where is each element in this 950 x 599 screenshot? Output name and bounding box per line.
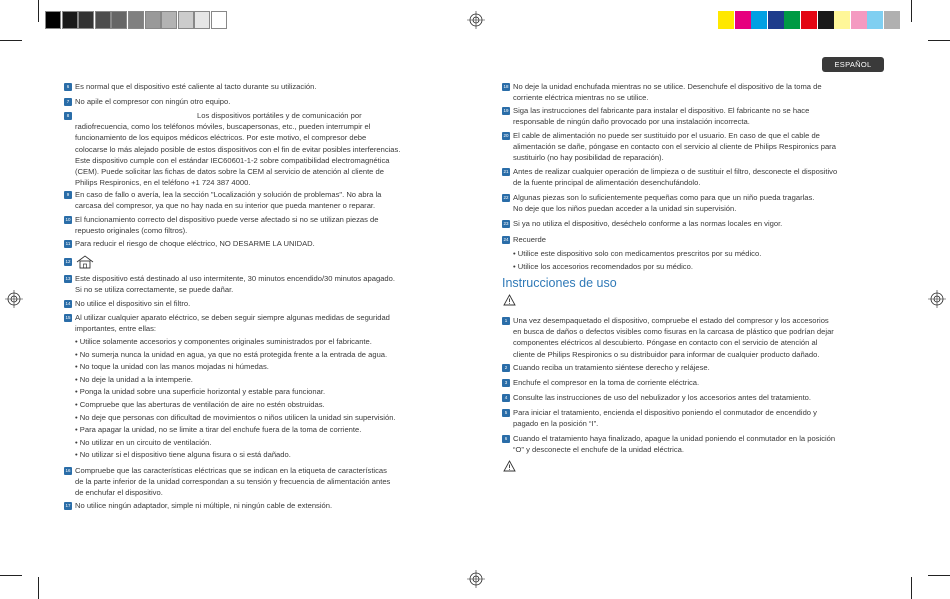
calibration-swatch <box>128 11 144 29</box>
bullet-item <box>75 437 211 448</box>
bullet-text: Utilice solamente accesorios y componentes originales suministrados por el fabricante. <box>79 337 372 346</box>
home-use-icon <box>75 255 95 269</box>
text-line: Cuando reciba un tratamiento siéntese derecho y relájese. <box>513 363 710 372</box>
item-number-badge: 15 <box>65 314 71 320</box>
calibration-swatch <box>784 11 800 29</box>
bullet-item <box>513 248 761 259</box>
calibration-swatch <box>211 11 227 29</box>
calibration-swatch <box>161 11 177 29</box>
text-line: funcionamiento de los equipos médicos eléctricos. Por este motivo, el compresor debe <box>75 133 367 143</box>
warning-icon <box>503 460 516 472</box>
bullet-item <box>513 261 693 272</box>
registration-mark-icon <box>5 290 23 308</box>
warning-icon <box>503 294 516 306</box>
calibration-swatch <box>801 11 817 29</box>
text-line: responsable de ningún daño provocado por una instalación incorrecta. <box>513 117 750 127</box>
text-line: (CEM). Puede solicitar las fichas de datos sobre la CEM al servicio de atención al cliente de <box>75 167 384 176</box>
calibration-swatch <box>867 11 883 29</box>
bullet-text: No utilizar en un circuito de ventilación. <box>79 437 212 447</box>
text-line: en busca de daños o defectos visibles como fisuras en la carcasa de plástico que podrían dejar <box>513 327 834 337</box>
calibration-swatch <box>735 11 751 29</box>
text-line: de la fuente principal de alimentación desenchufándolo. <box>513 178 701 188</box>
text-line: corriente eléctrica mientras no se utilice. <box>513 93 649 103</box>
text-line: Algunas piezas son lo suficientemente pequeñas como para que un niño pueda tragarlas. <box>513 193 815 202</box>
text-line: componentes eléctricos al descubierto. Póngase en contacto con el servicio de atención al <box>513 338 818 348</box>
bullet-item <box>75 449 291 460</box>
bullet-dot: • <box>75 374 80 384</box>
calibration-swatch <box>78 11 94 29</box>
item-number-badge: 17 <box>65 502 71 508</box>
bullet-item <box>75 336 372 347</box>
text-line: No utilice el dispositivo sin el filtro. <box>75 299 191 308</box>
bullet-item <box>75 374 193 385</box>
calibration-swatch <box>818 11 834 29</box>
text-line: No deje que los niños puedan acceder a la unidad sin supervisión. <box>513 204 737 214</box>
bullet-item <box>75 361 269 372</box>
text-line: Para reducir el riesgo de choque eléctrico, NO DESARME LA UNIDAD. <box>75 239 315 248</box>
text-line: El funcionamiento correcto del dispositivo puede verse afectado si no se utilizan piezas de <box>75 215 379 224</box>
calibration-swatch <box>45 11 61 29</box>
calibration-swatch <box>111 11 127 29</box>
text-line: Este dispositivo está destinado al uso intermitente, 30 minutos encendido/30 minutos apagado. <box>75 274 395 283</box>
bullet-text: No toque la unidad con las manos mojadas ni húmedas. <box>79 362 269 372</box>
text-line: Siga las instrucciones del fabricante para instalar el dispositivo. El fabricante no se hace <box>513 106 810 115</box>
calibration-swatch <box>62 11 78 29</box>
item-number-badge: 22 <box>503 194 509 200</box>
text-line: Recuerde <box>513 235 546 244</box>
text-line: Una vez desempaquetado el dispositivo, compruebe el estado del compresor y los accesorios <box>513 316 829 325</box>
item-number-badge: 2 <box>502 364 510 372</box>
text-line: Cuando el tratamiento haya finalizado, apague la unidad poniendo el conmutador en la posición <box>513 434 836 443</box>
item-number-badge: 19 <box>503 107 509 113</box>
item-number-badge: 4 <box>502 394 510 402</box>
text-line: sustituirlo (no hay posibilidad de reparación). <box>513 153 664 163</box>
text-line: Si no se utiliza correctamente, se puede dañar. <box>75 285 234 295</box>
registration-mark-icon <box>467 570 485 588</box>
calibration-swatch <box>145 11 161 29</box>
bullet-dot: • <box>75 412 80 422</box>
item-number-badge: 18 <box>503 83 509 89</box>
bullet-item <box>75 349 387 360</box>
text-line: alimentación se dañe, póngase en contacto con el servicio al cliente de Philips Respironics para <box>513 142 836 152</box>
item-number-badge: 6 <box>64 83 72 91</box>
text-line: En caso de fallo o avería, lea la sección "Localización y solución de problemas". No abra la <box>75 190 382 199</box>
calibration-swatch <box>884 11 900 29</box>
text-line: Para iniciar el tratamiento, encienda el dispositivo poniendo el conmutador de encendido y <box>513 408 817 417</box>
text-line: Compruebe que las características eléctricas que se indican en la etiqueta de características <box>75 466 387 475</box>
item-number-badge: 21 <box>503 168 509 174</box>
item-number-badge: 10 <box>65 216 71 222</box>
bullet-item <box>75 399 325 410</box>
bullet-text: No utilizar si el dispositivo tiene alguna fisura o si está dañado. <box>79 450 291 460</box>
bullet-text: No sumerja nunca la unidad en agua, ya que no está protegida frente a la entrada de agua. <box>79 349 388 359</box>
language-tab: ESPAÑOL <box>822 57 884 72</box>
bullet-dot: • <box>75 437 80 447</box>
bullet-text: No deje que personas con dificultad de movimientos o niños utilicen la unidad sin supervisión. <box>79 412 396 422</box>
bullet-dot: • <box>75 349 80 359</box>
item-number-badge: 3 <box>502 379 510 387</box>
text-line: repuesto originales (como filtros). <box>75 226 188 236</box>
item-number-badge: 11 <box>65 240 71 246</box>
calibration-swatch <box>178 11 194 29</box>
calibration-swatch <box>768 11 784 29</box>
text-line: Philips Respironics, en el teléfono +1 724 387 4000. <box>75 178 251 188</box>
text-line: colocarse lo más alejado posible de estos dispositivos con el fin de evitar posibles interferencias. <box>75 144 401 154</box>
item-number-badge: 8 <box>64 112 72 120</box>
bullet-text: Utilice los accesorios recomendados por su médico. <box>517 261 693 271</box>
item-number-badge: 14 <box>65 300 71 306</box>
text-line: radiofrecuencia, como los teléfonos móviles, buscapersonas, etc., pueden interrumpir el <box>75 122 371 132</box>
text-line: No deje la unidad enchufada mientras no se utilice. Desenchufe el dispositivo de la toma de <box>513 82 822 91</box>
text-line: “O” y desconecte el enchufe de la unidad eléctrica. <box>513 445 684 455</box>
item-number-badge: 20 <box>503 132 509 138</box>
text-line: importantes, entre ellas: <box>75 324 157 334</box>
bullet-text: No deje la unidad a la intemperie. <box>79 374 193 384</box>
text-line: Antes de realizar cualquier operación de limpieza o de sustituir el filtro, desconecte el dispositivo <box>513 167 838 176</box>
bullet-item <box>75 386 325 397</box>
bullet-dot: • <box>75 387 80 397</box>
item-number-badge: 24 <box>503 236 509 242</box>
bullet-text: Utilice este dispositivo solo con medicamentos prescritos por su médico. <box>517 249 762 258</box>
section-title: Instrucciones de uso <box>502 276 617 290</box>
bullet-dot: • <box>75 425 80 435</box>
bullet-dot: • <box>75 400 80 409</box>
text-line: No apile el compresor con ningún otro equipo. <box>75 97 231 106</box>
calibration-swatch <box>95 11 111 29</box>
registration-mark-icon <box>467 11 485 29</box>
item-number-badge: 13 <box>65 275 71 281</box>
item-number-badge: 6 <box>502 435 510 443</box>
item-number-badge: 5 <box>502 409 510 417</box>
bullet-item <box>75 412 396 423</box>
text-line: No utilice ningún adaptador, simple ni múltiple, ni ningún cable de extensión. <box>75 501 333 510</box>
item-number-badge: 9 <box>64 191 72 199</box>
item-number-badge: 7 <box>64 98 72 106</box>
text-line: Los dispositivos portátiles y de comunicación por <box>197 111 362 120</box>
text-line: El cable de alimentación no puede ser sustituido por el usuario. En caso de que el cable de <box>513 131 820 140</box>
item-number-badge: 12 <box>65 258 71 264</box>
item-number-badge: 16 <box>65 467 71 473</box>
bullet-dot: • <box>75 362 80 372</box>
calibration-swatch <box>718 11 734 29</box>
bullet-dot: • <box>513 249 518 258</box>
bullet-text: Ponga la unidad sobre una superficie horizontal y estable para funcionar. <box>79 387 326 397</box>
text-line: cliente de Philips Respironics o su distribuidor para informar de cualquier producto dañado. <box>513 349 820 359</box>
calibration-swatch <box>851 11 867 29</box>
calibration-swatch <box>834 11 850 29</box>
text-line: Consulte las instrucciones de uso del nebulizador y los accesorios antes del tratamiento. <box>513 393 812 402</box>
text-line: Enchufe el compresor en la toma de corriente eléctrica. <box>513 378 700 387</box>
bullet-dot: • <box>513 261 518 271</box>
bullet-dot: • <box>75 337 80 346</box>
text-line: Si ya no utiliza el dispositivo, deséchelo conforme a las normas locales en vigor. <box>513 219 783 228</box>
calibration-swatch <box>751 11 767 29</box>
text-line: pagado en la posición “I”. <box>513 419 599 429</box>
text-line: carcasa del compresor, ya que no hay nada en su interior que pueda mantener o reparar. <box>75 201 376 211</box>
text-line: de la parte inferior de la unidad correspondan a su tensión y frecuencia de alimentación antes <box>75 477 391 487</box>
text-line: Es normal que el dispositivo esté caliente al tacto durante su utilización. <box>75 82 317 91</box>
calibration-swatch <box>194 11 210 29</box>
text-line: Al utilizar cualquier aparato eléctrico, se deben seguir siempre algunas medidas de seguridad <box>75 313 390 322</box>
bullet-dot: • <box>75 450 80 460</box>
bullet-text: Compruebe que las aberturas de ventilación de aire no estén obstruidas. <box>79 400 325 409</box>
bullet-item <box>75 424 361 435</box>
text-line: de enchufar el dispositivo. <box>75 488 163 498</box>
text-line: Este dispositivo cumple con el estándar IEC60601-1-2 sobre compatibilidad electromagnética <box>75 155 390 165</box>
registration-mark-icon <box>928 290 946 308</box>
bullet-text: Para apagar la unidad, no se limite a tirar del enchufe fuera de la toma de corriente. <box>79 425 362 435</box>
item-number-badge: 23 <box>503 220 509 226</box>
item-number-badge: 1 <box>502 317 510 325</box>
